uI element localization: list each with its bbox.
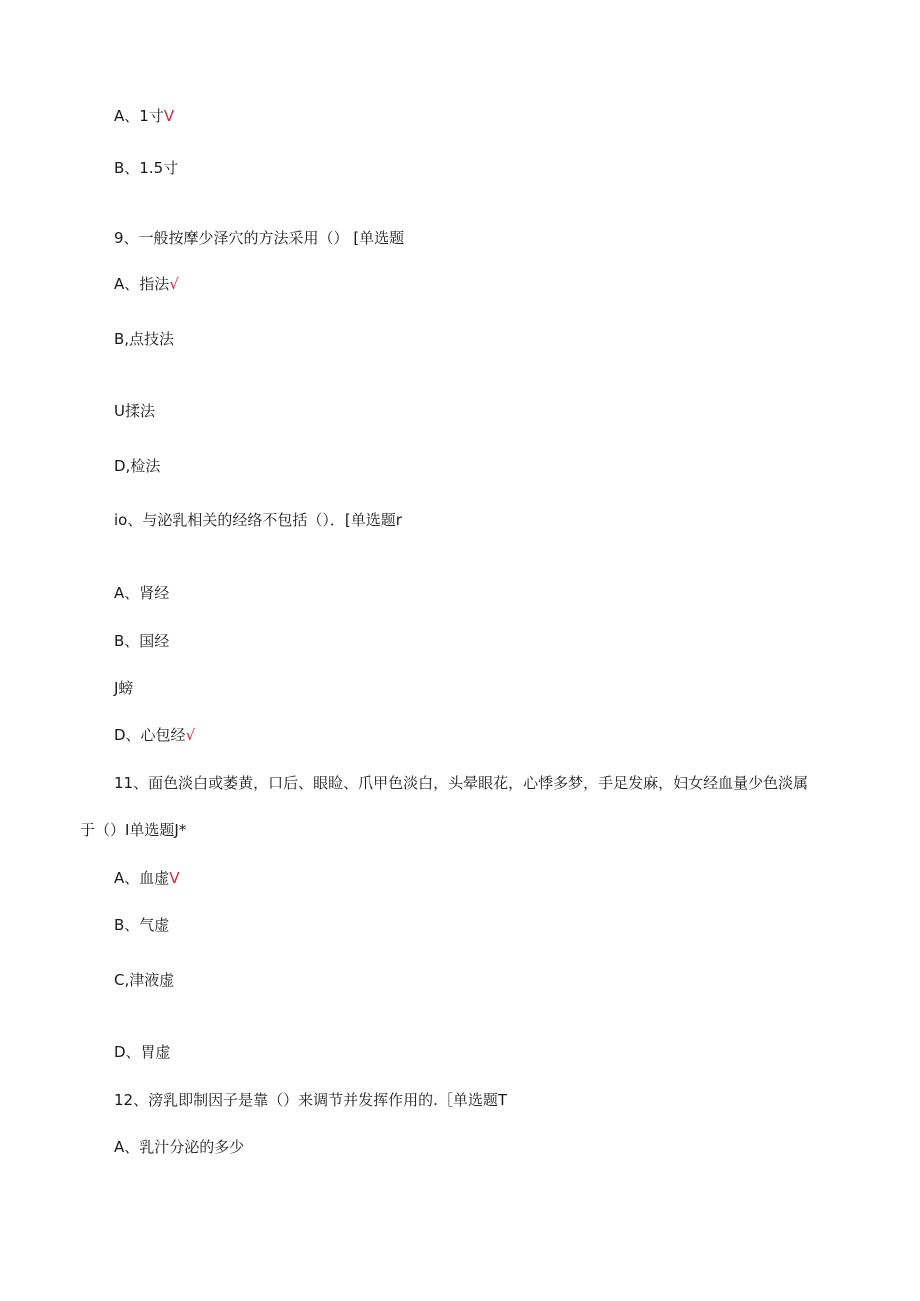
question-text: 12、滂乳即制因子是靠（）来调节并发挥作用的.［单选题T xyxy=(114,1091,508,1109)
question-11 xyxy=(114,773,808,793)
correct-mark: V xyxy=(169,869,180,887)
option-b-line xyxy=(114,158,178,178)
option-text: D、胃虚 xyxy=(114,1043,171,1061)
option-c-line xyxy=(114,401,155,421)
option-text: A、肾经 xyxy=(114,584,170,602)
option-text: A、1寸 xyxy=(114,107,164,125)
question-10 xyxy=(114,510,402,530)
option-text: A、指法 xyxy=(114,275,170,293)
question-text: 11、面色淡白或萎黄，口后、眼睑、爪甲色淡白，头晕眼花，心悸多梦，手足发麻，妇女经血量少色淡属 xyxy=(114,774,809,792)
question-text: 9、一般按摩少泽穴的方法采用（） [单选题 xyxy=(114,229,405,247)
correct-mark: √ xyxy=(169,275,179,293)
option-d-line xyxy=(114,1042,171,1062)
option-text: B、1.5寸 xyxy=(114,159,179,177)
option-b-line xyxy=(114,329,174,349)
option-text: B、国经 xyxy=(114,632,170,650)
option-text: B,点技法 xyxy=(114,330,175,348)
question-text: 于（）I单选题J* xyxy=(80,821,187,839)
option-c-line xyxy=(114,970,174,990)
option-text: A、血虚 xyxy=(114,869,170,887)
option-a-line xyxy=(114,1137,244,1157)
question-11-continuation xyxy=(80,820,186,840)
option-text: A、乳汁分泌的多少 xyxy=(114,1138,245,1156)
option-a-line xyxy=(114,583,169,603)
option-a-line xyxy=(114,868,180,888)
option-a-line xyxy=(114,106,174,126)
option-d-line xyxy=(114,725,195,745)
option-text: D,检法 xyxy=(114,457,161,475)
correct-mark: V xyxy=(163,107,175,125)
option-c-line xyxy=(114,678,133,698)
option-b-line xyxy=(114,631,169,651)
option-d-line xyxy=(114,456,160,476)
option-b-line xyxy=(114,915,169,935)
option-text: B、气虚 xyxy=(114,916,170,934)
question-12 xyxy=(114,1090,507,1110)
option-a-line xyxy=(114,274,179,294)
option-text: U揉法 xyxy=(114,402,155,420)
option-text: J螃 xyxy=(114,679,134,697)
option-text: C,津液虚 xyxy=(114,971,175,989)
option-text: D、心包经 xyxy=(114,726,186,744)
question-9 xyxy=(114,228,404,248)
question-text: io、与泌乳相关的经络不包括（）．[单选题r xyxy=(114,511,402,529)
correct-mark: √ xyxy=(185,726,196,744)
